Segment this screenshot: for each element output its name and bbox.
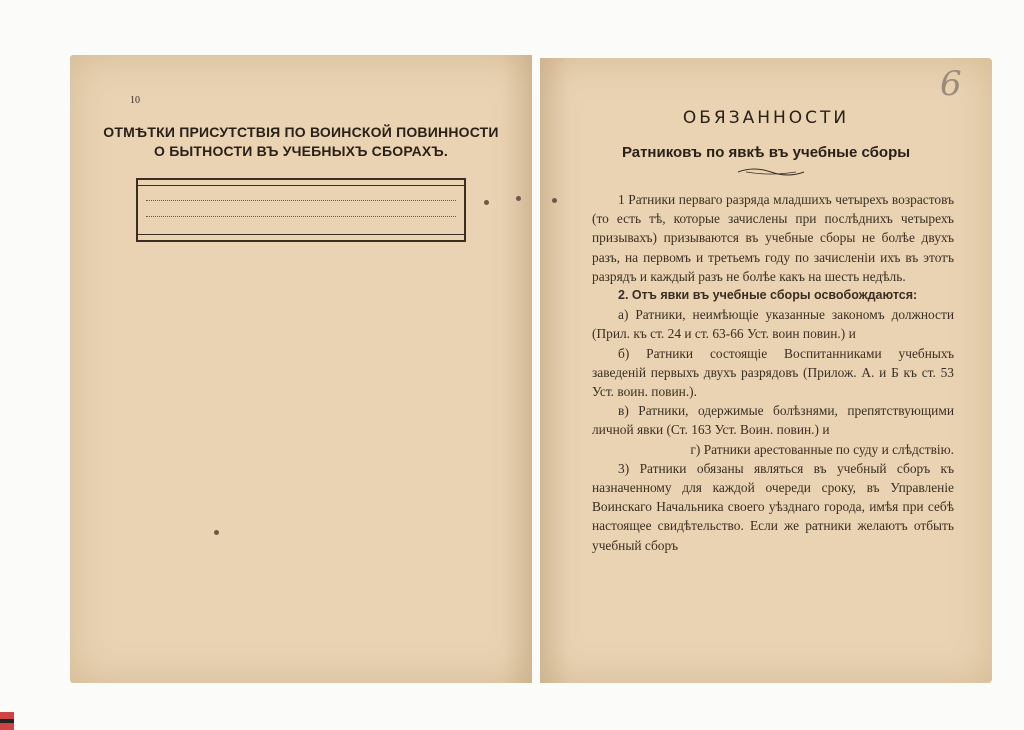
- binding-hole: [552, 198, 557, 203]
- page-subtitle: Ратниковъ по явкѣ въ учебные сборы: [621, 144, 911, 161]
- page-title: ОБЯЗАННОСТИ: [682, 108, 850, 128]
- binding-hole: [484, 200, 489, 205]
- duties-text: [592, 190, 954, 555]
- left-heading-line2: О БЫТНОСТИ ВЪ УЧЕБНЫХЪ СБОРАХЪ.: [154, 143, 448, 159]
- paragraph-3: 3) Ратники обязаны являться въ учебный сборъ къ назначенному для каждой очереди сроку, въ Управленіе Воинскаго Начальника своего уѣзднаго города, имѣя при себѣ настоящее свидѣтельство. Если же ратники желаютъ отбыть учебный сборъ: [592, 460, 954, 553]
- binding-hole: [516, 196, 521, 201]
- stamp-box: [136, 178, 466, 242]
- ink-spot: [214, 530, 219, 535]
- left-page: [70, 55, 532, 683]
- right-page: [540, 58, 992, 683]
- page-number: 10: [130, 95, 140, 106]
- left-page-heading: [70, 123, 532, 161]
- paragraph-2: 2. Отъ явки въ учебные сборы освобождаются:: [618, 288, 918, 303]
- paragraph-2b: б) Ратники состоящіе Воспитанниками учебныхъ заведеній первыхъ двухъ разрядовъ (Прилож. А. и Б къ ст. 53 Уст. воин. повин.).: [592, 345, 954, 400]
- paragraph-2c: в) Ратники, одержимые болѣзнями, препятствующими личной явки (Ст. 163 Уст. Воин. повин.) и: [592, 403, 954, 438]
- paragraph-2a: а) Ратники, неимѣющіе указанные закономъ должности (Прил. къ ст. 24 и ст. 63-66 Уст. воин повин.) и: [592, 307, 954, 342]
- corner-mark: [0, 712, 14, 730]
- handwritten-number: 6: [940, 64, 962, 104]
- ornament-flourish-icon: [736, 166, 806, 178]
- paragraph-1: 1 Ратники перваго разряда младшихъ четырехъ возрастовъ (то есть тѣ, которые зачислены при послѣднихъ четырехъ призывахъ) призываются въ учебные сборы не болѣе двухъ разъ, на первомъ и третьемъ году по зачисленіи ихъ въ этотъ разрядъ и каждый разъ не болѣе какъ на шесть недѣль.: [592, 192, 954, 284]
- paragraph-2d: г) Ратники арестованные по суду и слѣдствію.: [690, 441, 954, 457]
- left-heading-line1: ОТМѢТКИ ПРИСУТСТВІЯ ПО ВОИНСКОЙ ПОВИННОСТИ: [103, 124, 499, 140]
